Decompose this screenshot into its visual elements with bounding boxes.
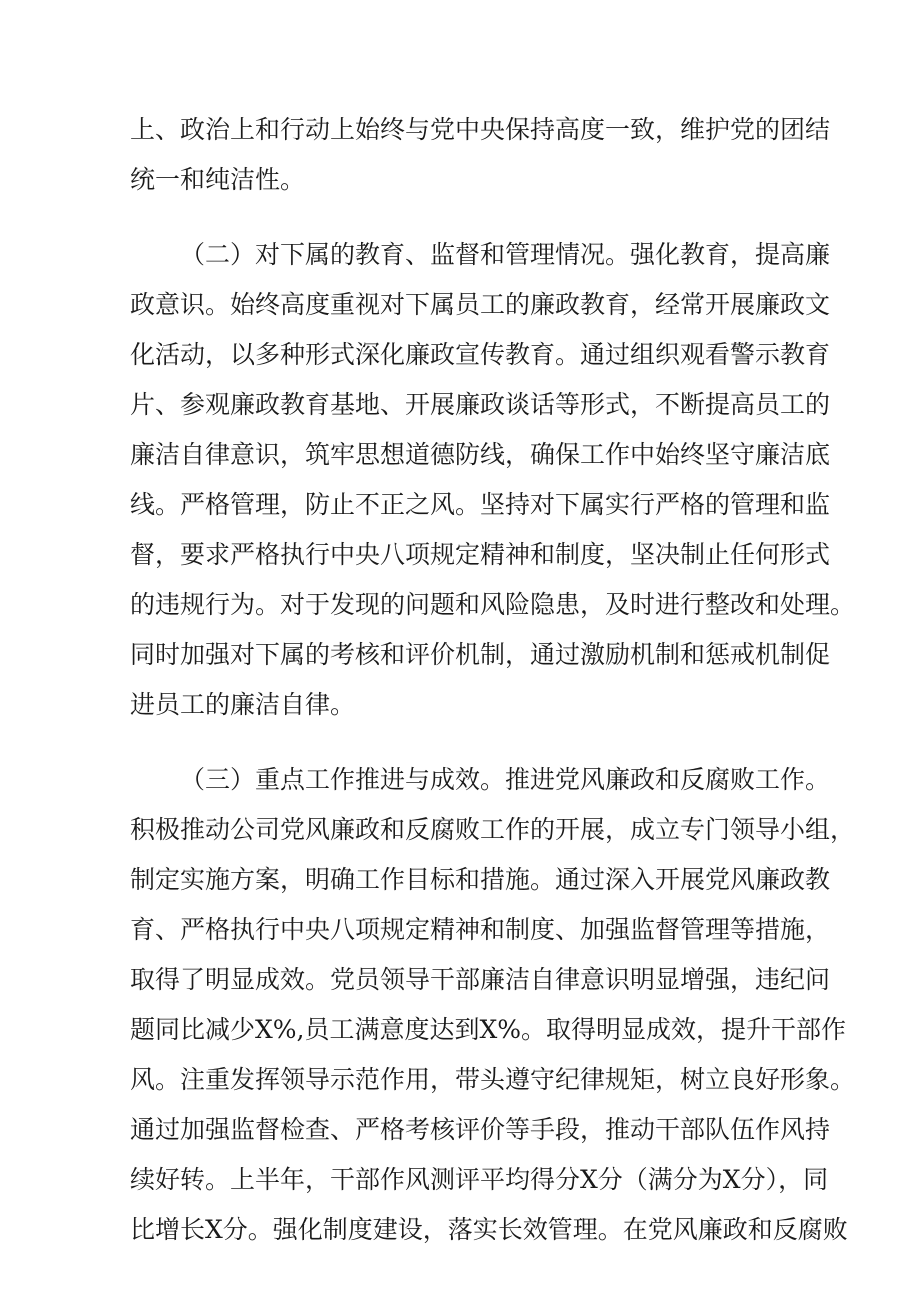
text-line-18: 题同比减少X%,员工满意度达到X%。取得明显成效，提升干部作 <box>130 1015 847 1044</box>
text-line-16: 育、严格执行中央八项规定精神和制度、加强监督管理等措施， <box>130 915 831 944</box>
text-line-6: 片、参观廉政教育基地、开展廉政谈话等形式，不断提高员工的 <box>130 390 831 419</box>
text-line-10: 的违规行为。对于发现的问题和风险隐患，及时进行整改和处理。 <box>130 590 856 619</box>
text-line-4: 政意识。始终高度重视对下属员工的廉政教育，经常开展廉政文 <box>130 290 831 319</box>
text-line-13: （三）重点工作推进与成效。推进党风廉政和反腐败工作。 <box>180 765 831 794</box>
text-line-15: 制定实施方案，明确工作目标和措施。通过深入开展党风廉政教 <box>130 865 831 894</box>
text-line-2: 统一和纯洁性。 <box>130 165 306 194</box>
text-line-17: 取得了明显成效。党员领导干部廉洁自律意识明显增强，违纪问 <box>130 965 831 994</box>
text-line-3: （二）对下属的教育、监督和管理情况。强化教育，提高廉 <box>180 240 831 269</box>
text-line-20: 通过加强监督检查、严格考核评价等手段，推动干部队伍作风持 <box>130 1115 831 1144</box>
text-line-19: 风。注重发挥领导示范作用，带头遵守纪律规矩，树立良好形象。 <box>130 1065 856 1094</box>
text-line-12: 进员工的廉洁自律。 <box>130 690 356 719</box>
text-line-21: 续好转。上半年，干部作风测评平均得分X分（满分为X分），同 <box>130 1165 829 1194</box>
text-line-22: 比增长X分。强化制度建设，落实长效管理。在党风廉政和反腐败 <box>130 1215 848 1244</box>
text-line-8: 线。严格管理，防止不正之风。坚持对下属实行严格的管理和监 <box>130 490 831 519</box>
text-line-9: 督，要求严格执行中央八项规定精神和制度，坚决制止任何形式 <box>130 540 831 569</box>
text-line-7: 廉洁自律意识，筑牢思想道德防线，确保工作中始终坚守廉洁底 <box>130 440 831 469</box>
text-line-11: 同时加强对下属的考核和评价机制，通过激励机制和惩戒机制促 <box>130 640 831 669</box>
text-line-14: 积极推动公司党风廉政和反腐败工作的开展，成立专门领导小组， <box>130 815 856 844</box>
text-line-5: 化活动，以多种形式深化廉政宣传教育。通过组织观看警示教育 <box>130 340 831 369</box>
text-line-1: 上、政治上和行动上始终与党中央保持高度一致，维护党的团结 <box>130 115 831 144</box>
